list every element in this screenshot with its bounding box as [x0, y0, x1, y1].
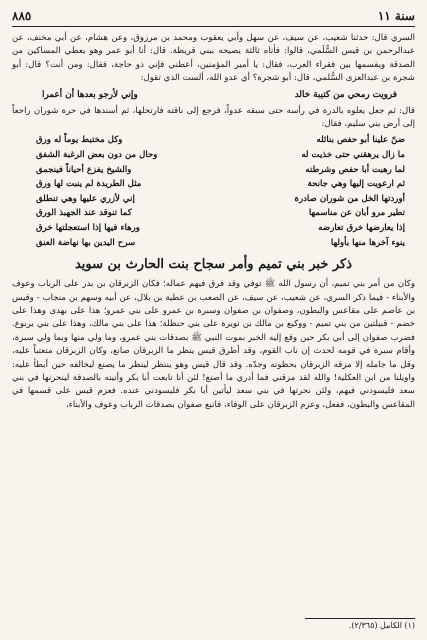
poem-hemistich-2: مثل الطريدة لم ينبت لها ورق: [36, 179, 142, 190]
poem-hemistich-2: إني لأزري عليها وهي تنطلق: [36, 193, 135, 204]
poem-hemistich-1: تطير مرو أبان عن مناسمها: [308, 208, 405, 219]
page-header: [12, 6, 415, 27]
paragraph-2: قال: ثم جعل يعلوه بالدرة في رأسه حتى سبقه عدواً، فرجع إلى ناقته فارتحلها، ثم أسندها في حرة شوران راجعاً إلى أرض بني سليم، فقال:: [12, 105, 415, 130]
poem-hemistich-2: والشيخ يفزع أحياناً فينجمق: [36, 164, 132, 175]
page-number: ٨٨٥: [12, 9, 32, 23]
verse-1-hemistich-2: وإني لأرجو بعدها أن أعمرا: [42, 89, 138, 100]
poem-hemistich-1: ضنّ علينا أبو حفص بنائله: [316, 135, 405, 146]
verse-1: [12, 86, 415, 105]
footnote-rule: [305, 618, 415, 619]
poem-line: [36, 133, 405, 148]
poem-line: [36, 148, 405, 163]
running-head-year: سنة ١١: [377, 9, 415, 23]
poem-hemistich-1: لما رهبت أبا حفص وشرطته: [305, 164, 405, 175]
verse-1-hemistich-1: فرويت رمحي من كتيبة خالد: [294, 89, 397, 100]
poem-hemistich-1: ثم ارعويت إليها وهي جانحة: [307, 179, 405, 190]
poem-hemistich-1: إذا يعارضها خرق تعارضه: [318, 223, 405, 233]
poem-line: [36, 177, 405, 192]
poem-hemistich-2: وحال من دون بعض الرغبة الشفق: [36, 150, 158, 161]
poem-hemistich-2: وكل مختبط يوماً له ورق: [36, 135, 123, 146]
poem-line: [36, 206, 405, 221]
poem-hemistich-2: سرح اليدين بها نهاضة العنق: [36, 237, 136, 248]
paragraph-1: السري قال: حدثنا شعيب، عن سيف، عن سهل وأبي يعقوب ومحمد بن مرزوق، وعن هشام، عن أبي مخنف، عن عبدالرحمن بن قيس السُّلَمي، قالوا: فأتاه ثالثة يصيحه ببني قريظة. قال: أنا أبو عمر وهو يعطي المساكين من الصدقة ويقسمها بين فقراء العرب، فقال: يا أمير المؤمنين، أعطني فإني ذو حاجة، فقال: ومن أنت؟ قال: أبو شجرة بن عبدالعزى السُّلمي، قال: أبو شجرة؟ أي عدو الله، ألست الذي تقول:: [12, 33, 415, 84]
poem-hemistich-2: كما تنوقد عند الجهبذ الورق: [36, 208, 132, 219]
poem-line: [36, 236, 405, 251]
poem-hemistich-1: ينوء آخرها منها بأولها: [330, 237, 405, 248]
poem: [12, 133, 415, 250]
poem-hemistich-2: ورهاء فيها إذا استعجلتها خرق: [36, 223, 140, 233]
footnote-area: [12, 618, 415, 630]
section-title: ذكر خبر بني تميم وأمر سجاح بنت الحارث بن سويد: [74, 257, 353, 273]
poem-line: [36, 221, 405, 236]
poem-line: [36, 163, 405, 178]
footnote: (١) الكامل (٢/٣٦٥).: [348, 621, 415, 630]
poem-hemistich-1: أوردتها الخل من شوران صادرة: [294, 193, 405, 204]
poem-hemistich-1: ما زال يرهقني حتى خذيت له: [301, 150, 405, 161]
poem-line: [36, 192, 405, 207]
paragraph-3: وكان من أمر بني تميم، أن رسول الله ﷺ توفي وقد فرق فيهم عماله؛ فكان الزبرقان بن بدر على الرباب وعوف والأبناء - فيما ذكر السري، عن شعيب، عن سيف، عن الصعب بن عطية بن بلال، عن أبيه وسهم بن منجاب - وقيس بن عاصم على مقاعس والبطون، وصفوان بن صفوان وسبرة بن عمرو على بني عمرو؛ هذا على بهدى وهذا على خضم - قبيلتين من بني تميم - ووكيع بن مالك بن نويرة على بني حنظلة؛ هذا على بني مالك، وهذا على بني يربوع. فضرب صفوان إلى أبي بكر حين وقع إليه الخبر بموت النبي ﷺ بصدقات بني عمرو، وما ولي منها وبما ولي سبرة، وأقام سبرة في قومه لحدث إن ناب القوم، وقد أطرق قيس ينظر ما الزبرقان صانع، وكان الزبرقان متعتباً عليه، وقل ما جامله إلا مزقه الزبرقان بحظوته وجدّه. وقد قال قيس وهو ينتظر لينظر ما يصنع ليخالفه حين أبطأ عليه: واويلنا من ابن العكلية! والله لقد مزقني فما أدري ما أصنع! لئن أنا تابعت أبا بكر وأتيته بالصدقة لينحرنها في بني سعد فليسودني فيهم، ولئن نحرتها في بني سعد ليأتين أبا بكر فليسودني عنده. فعزم قيس على قسمها في المقاعس والبطون، ففعل، وعزم الزبرقان على الوفاء، فاتبع صفوان بصدقات الرباب وعوف والأبناء،: [12, 279, 415, 410]
